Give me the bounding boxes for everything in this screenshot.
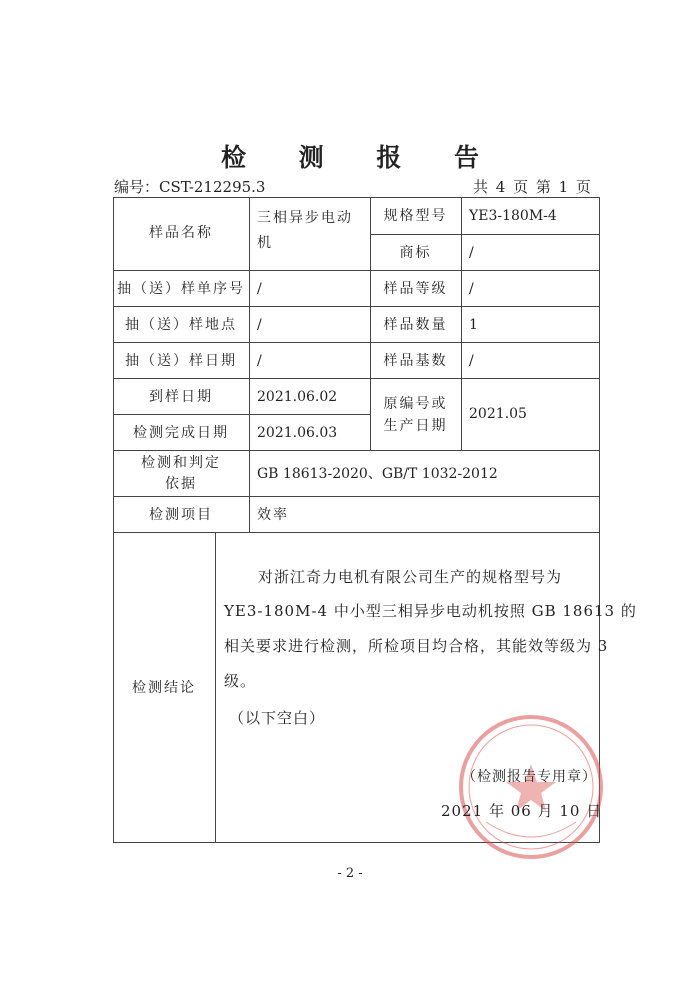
sample-date-value: / [257,353,262,369]
trademark-value: / [469,245,474,261]
basis-label-line2: 依据 [165,476,197,492]
quantity-label: 样品数量 [383,317,448,333]
report-date: 2021 年 06 月 10 日 [441,802,603,820]
base-count-label: 样品基数 [383,353,448,369]
basis-label-line1: 检测和判定 [141,455,221,471]
report-title: 检 测 报 告 [220,143,502,172]
model-value: YE3-180M-4 [469,208,557,224]
report-number: 编号：CST-212295.3 [114,178,266,196]
conclusion-line-3: 相关要求进行检测，所检项目均合格，其能效等级为 3 [224,637,609,655]
location-label: 抽（送）样地点 [125,317,237,333]
orig-no-label-line1: 原编号或 [383,396,448,412]
arrival-label: 到样日期 [149,389,213,405]
sample-name-label: 样品名称 [149,225,213,241]
orig-no-value: 2021.05 [469,406,527,422]
page-number: - 2 - [337,866,363,881]
grade-value: / [469,281,474,297]
sample-name-value [257,210,353,251]
item-label: 检测项目 [149,507,213,523]
conclusion-label: 检测结论 [132,680,196,696]
location-value: / [257,317,262,333]
conclusion-line-2: YE3-180M-4 中小型三相异步电动机按照 GB 18613 的 [224,602,637,620]
model-label: 规格型号 [383,208,448,224]
basis-label [113,455,249,492]
seal-note: （检测报告专用章） [462,769,597,785]
arrival-value: 2021.06.02 [257,389,338,405]
page-info: 共 4 页 第 1 页 [473,178,591,196]
trademark-label: 商标 [399,245,432,261]
sample-name-value-line2: 机 [257,235,273,251]
base-count-value: / [469,353,474,369]
conclusion-line-4: 级。 [224,672,257,690]
conclusion-line-1: 对浙江奇力电机有限公司生产的规格型号为 [258,568,563,586]
complete-value: 2021.06.03 [257,425,338,441]
quantity-value: 1 [469,317,478,333]
orig-no-label-line2: 生产日期 [383,418,448,434]
seal-stamp-icon [456,712,606,862]
sample-date-label: 抽（送）样日期 [125,353,237,369]
order-no-label: 抽（送）样单序号 [117,281,245,297]
conclusion-blank-note: （以下空白） [229,709,326,727]
order-no-value: / [257,281,262,297]
item-value: 效率 [257,507,289,523]
orig-no-label [370,396,461,434]
sample-name-value-line1: 三相异步电动 [257,210,353,226]
grade-label: 样品等级 [383,281,448,297]
basis-value: GB 18613-2020、GB/T 1032-2012 [257,466,498,482]
complete-label: 检测完成日期 [133,425,229,441]
